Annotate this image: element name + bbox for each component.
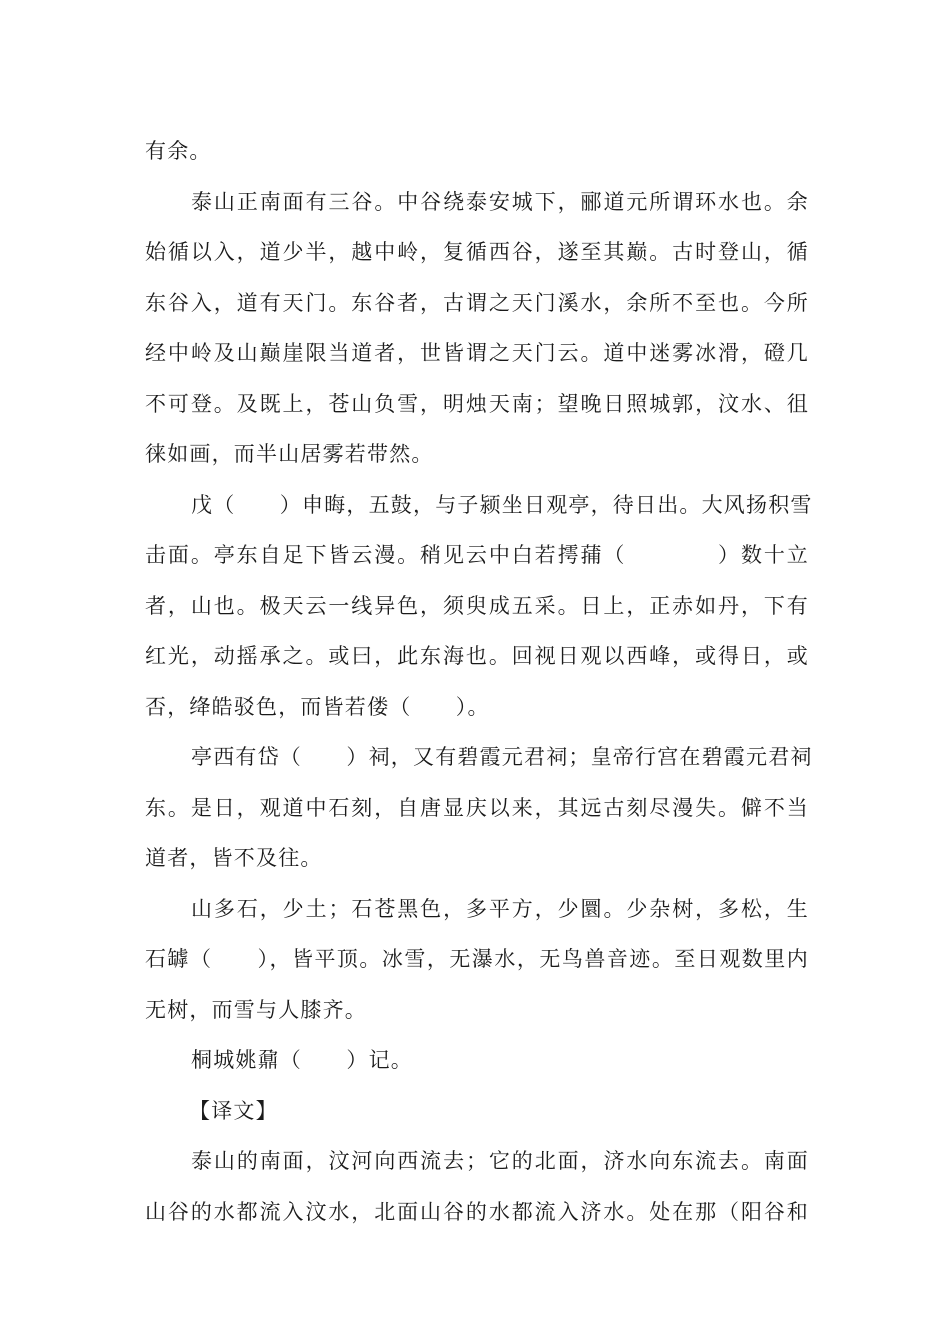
text-line: 道者，皆不及往。	[145, 846, 323, 870]
text-line: 不可登。及既上，苍山负雪，明烛天南；望晚日照城郭，汶水、徂	[145, 391, 809, 416]
text-line: 无树，而雪与人膝齐。	[145, 997, 367, 1022]
text-line: 击面。亭东自足下皆云漫。稍见云中白若摴蒱（ ）数十立	[145, 543, 809, 567]
text-line: 戊（ ）申晦，五鼓，与子颍坐日观亭，待日出。大风扬积雪	[191, 492, 813, 517]
text-line: 有余。	[145, 139, 212, 163]
text-line: 石罅（ ），皆平顶。冰雪，无瀑水，无鸟兽音迹。至日观数里内	[145, 947, 809, 971]
text-line: 山谷的水都流入汶水，北面山谷的水都流入济水。处在那（阳谷和	[145, 1199, 809, 1224]
text-line: 【译文】	[189, 1098, 278, 1123]
text-line: 山多石，少土；石苍黑色，多平方，少圜。少杂树，多松，生	[191, 896, 809, 921]
text-line: 者，山也。极天云一线异色，须臾成五采。日上，正赤如丹，下有	[145, 593, 809, 618]
text-line: 亭西有岱（ ）祠，又有碧霞元君祠；皇帝行宫在碧霞元君祠	[191, 745, 813, 769]
document-body	[145, 126, 813, 1237]
text-line: 东谷入，道有天门。东谷者，古谓之天门溪水，余所不至也。今所	[145, 290, 809, 315]
text-line: 泰山正南面有三谷。中谷绕泰安城下，郦道元所谓环水也。余	[191, 189, 809, 214]
text-line: 桐城姚鼐（ ）记。	[191, 1048, 413, 1072]
text-line: 红光，动摇承之。或曰，此东海也。回视日观以西峰，或得日，或	[145, 644, 809, 668]
text-line: 徕如画，而半山居雾若带然。	[145, 442, 434, 466]
text-line: 否，绛皓驳色，而皆若偻（ ）。	[145, 694, 490, 719]
text-line: 东。是日，观道中石刻，自唐显庆以来，其远古刻尽漫失。僻不当	[145, 795, 809, 820]
text-line: 经中岭及山巅崖限当道者，世皆谓之天门云。道中迷雾冰滑，磴几	[145, 341, 809, 365]
text-line: 泰山的南面，汶河向西流去；它的北面，济水向东流去。南面	[191, 1149, 809, 1173]
text-line: 始循以入，道少半，越中岭，复循西谷，遂至其巅。古时登山，循	[145, 240, 809, 264]
